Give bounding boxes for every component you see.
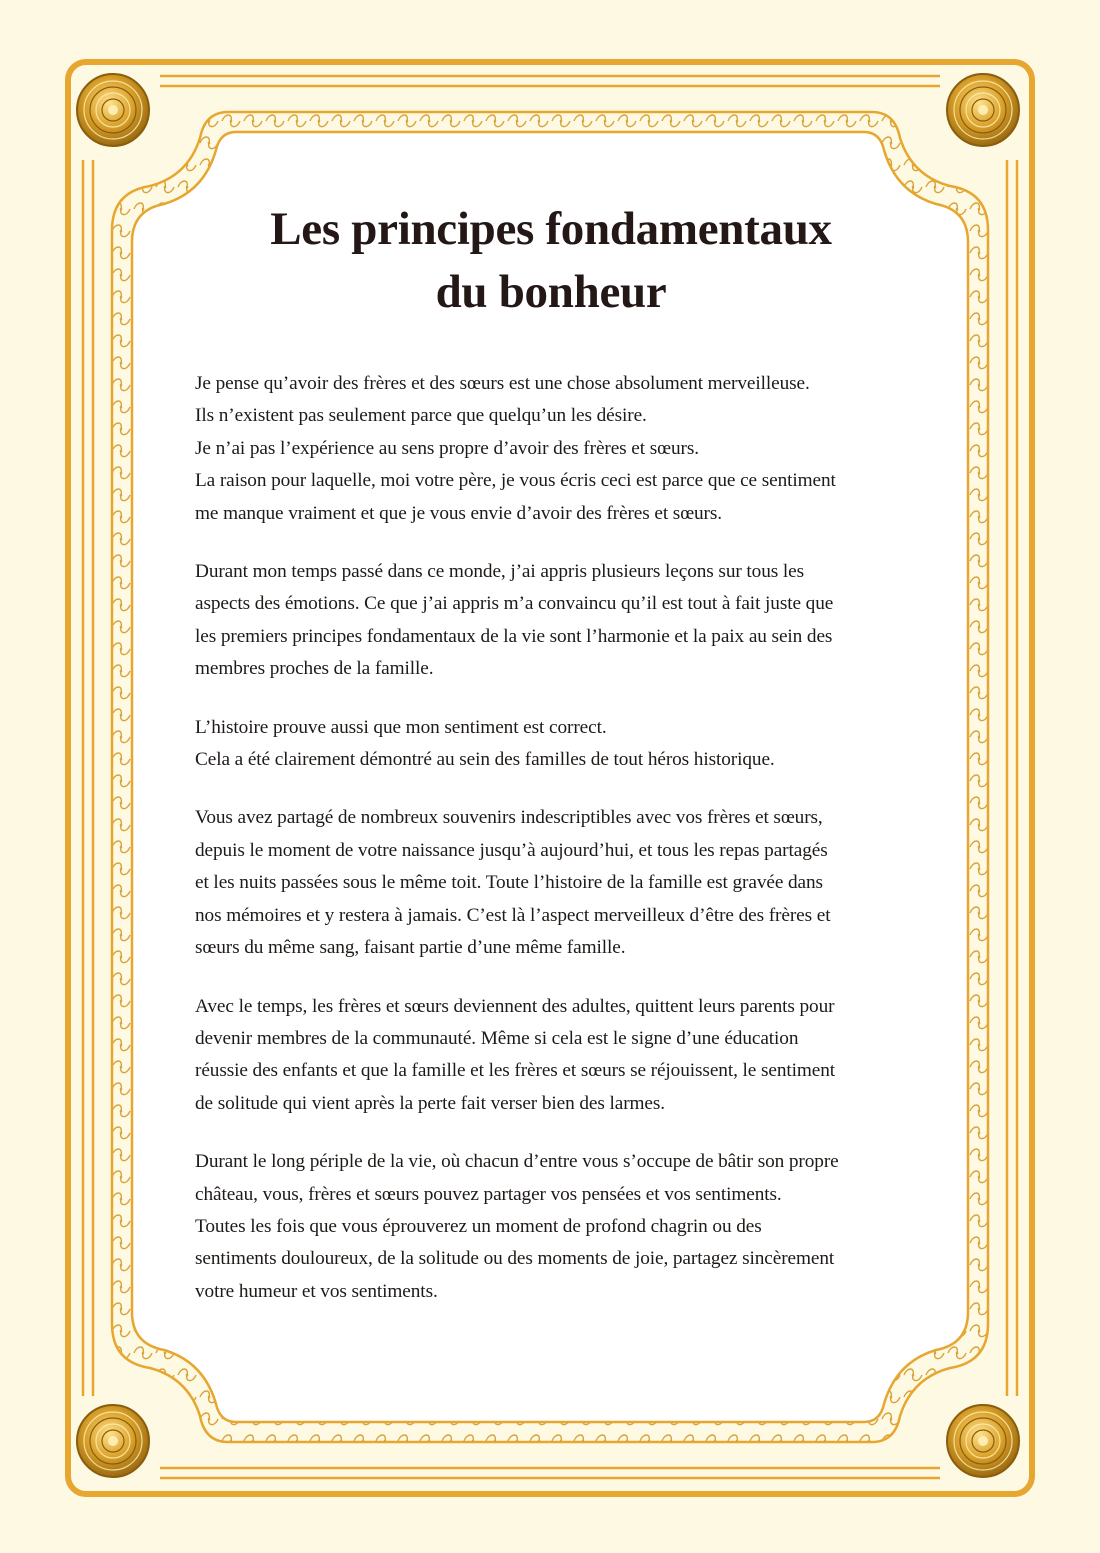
text-line: Durant le long périple de la vie, où chacun d’entre vous s’occupe de bâtir son propre bbox=[195, 1151, 839, 1173]
text-line: Avec le temps, les frères et sœurs deviennent des adultes, quittent leurs parents pour bbox=[195, 995, 835, 1017]
text-line: et les nuits passées sous le même toit. Toute l’histoire de la famille est gravée dans bbox=[195, 872, 823, 894]
text-line: Durant mon temps passé dans ce monde, j’ai appris plusieurs leçons sur tous les bbox=[195, 561, 804, 583]
document-content bbox=[195, 198, 907, 1334]
paragraph bbox=[195, 991, 907, 1121]
document-title bbox=[195, 198, 907, 324]
text-line: Vous avez partagé de nombreux souvenirs indescriptibles avec vos frères et sœurs, bbox=[195, 807, 823, 829]
paragraph bbox=[195, 802, 907, 964]
text-line: Je n’ai pas l’expérience au sens propre d’avoir des frères et sœurs. bbox=[195, 437, 699, 459]
text-line: me manque vraiment et que je vous envie d’avoir des frères et sœurs. bbox=[195, 502, 723, 524]
text-line: Cela a été clairement démontré au sein des familles de tout héros historique. bbox=[195, 749, 775, 771]
paragraph bbox=[195, 556, 907, 686]
text-line: château, vous, frères et sœurs pouvez partager vos pensées et vos sentiments. bbox=[195, 1183, 782, 1205]
text-line: sœurs du même sang, faisant partie d’une même famille. bbox=[195, 937, 626, 959]
text-line: de solitude qui vient après la perte fait verser bien des larmes. bbox=[195, 1092, 666, 1114]
title-line: du bonheur bbox=[435, 266, 667, 318]
text-line: sentiments douloureux, de la solitude ou des moments de joie, partagez sincèrement bbox=[195, 1248, 835, 1270]
gold-rosette-icon bbox=[947, 74, 1019, 146]
text-line: aspects des émotions. Ce que j’ai appris m’a convaincu qu’il est tout à fait juste que bbox=[195, 593, 834, 615]
paragraph bbox=[195, 1146, 907, 1308]
paragraph bbox=[195, 368, 907, 530]
text-line: L’histoire prouve aussi que mon sentiment est correct. bbox=[195, 716, 607, 738]
text-line: devenir membres de la communauté. Même si cela est le signe d’une éducation bbox=[195, 1027, 799, 1049]
gold-rosette-icon bbox=[77, 74, 149, 146]
title-line: Les principes fondamentaux bbox=[270, 203, 832, 255]
text-line: nos mémoires et y restera à jamais. C’est là l’aspect merveilleux d’être des frères et bbox=[195, 904, 831, 926]
text-line: membres proches de la famille. bbox=[195, 658, 434, 680]
text-line: La raison pour laquelle, moi votre père, je vous écris ceci est parce que ce sentiment bbox=[195, 470, 836, 492]
paragraph bbox=[195, 712, 907, 777]
text-line: votre humeur et vos sentiments. bbox=[195, 1280, 438, 1302]
text-line: depuis le moment de votre naissance jusqu’à aujourd’hui, et tous les repas partagés bbox=[195, 839, 828, 861]
text-line: Toutes les fois que vous éprouverez un moment de profond chagrin ou des bbox=[195, 1215, 762, 1237]
text-line: Je pense qu’avoir des frères et des sœurs est une chose absolument merveilleuse. bbox=[195, 373, 810, 394]
gold-rosette-icon bbox=[947, 1405, 1019, 1477]
text-line: les premiers principes fondamentaux de la vie sont l’harmonie et la paix au sein des bbox=[195, 625, 833, 647]
text-line: réussie des enfants et que la famille et les frères et sœurs se réjouissent, le sentiment bbox=[195, 1060, 836, 1082]
gold-rosette-icon bbox=[77, 1405, 149, 1477]
text-line: Ils n’existent pas seulement parce que quelqu’un les désire. bbox=[195, 405, 647, 427]
